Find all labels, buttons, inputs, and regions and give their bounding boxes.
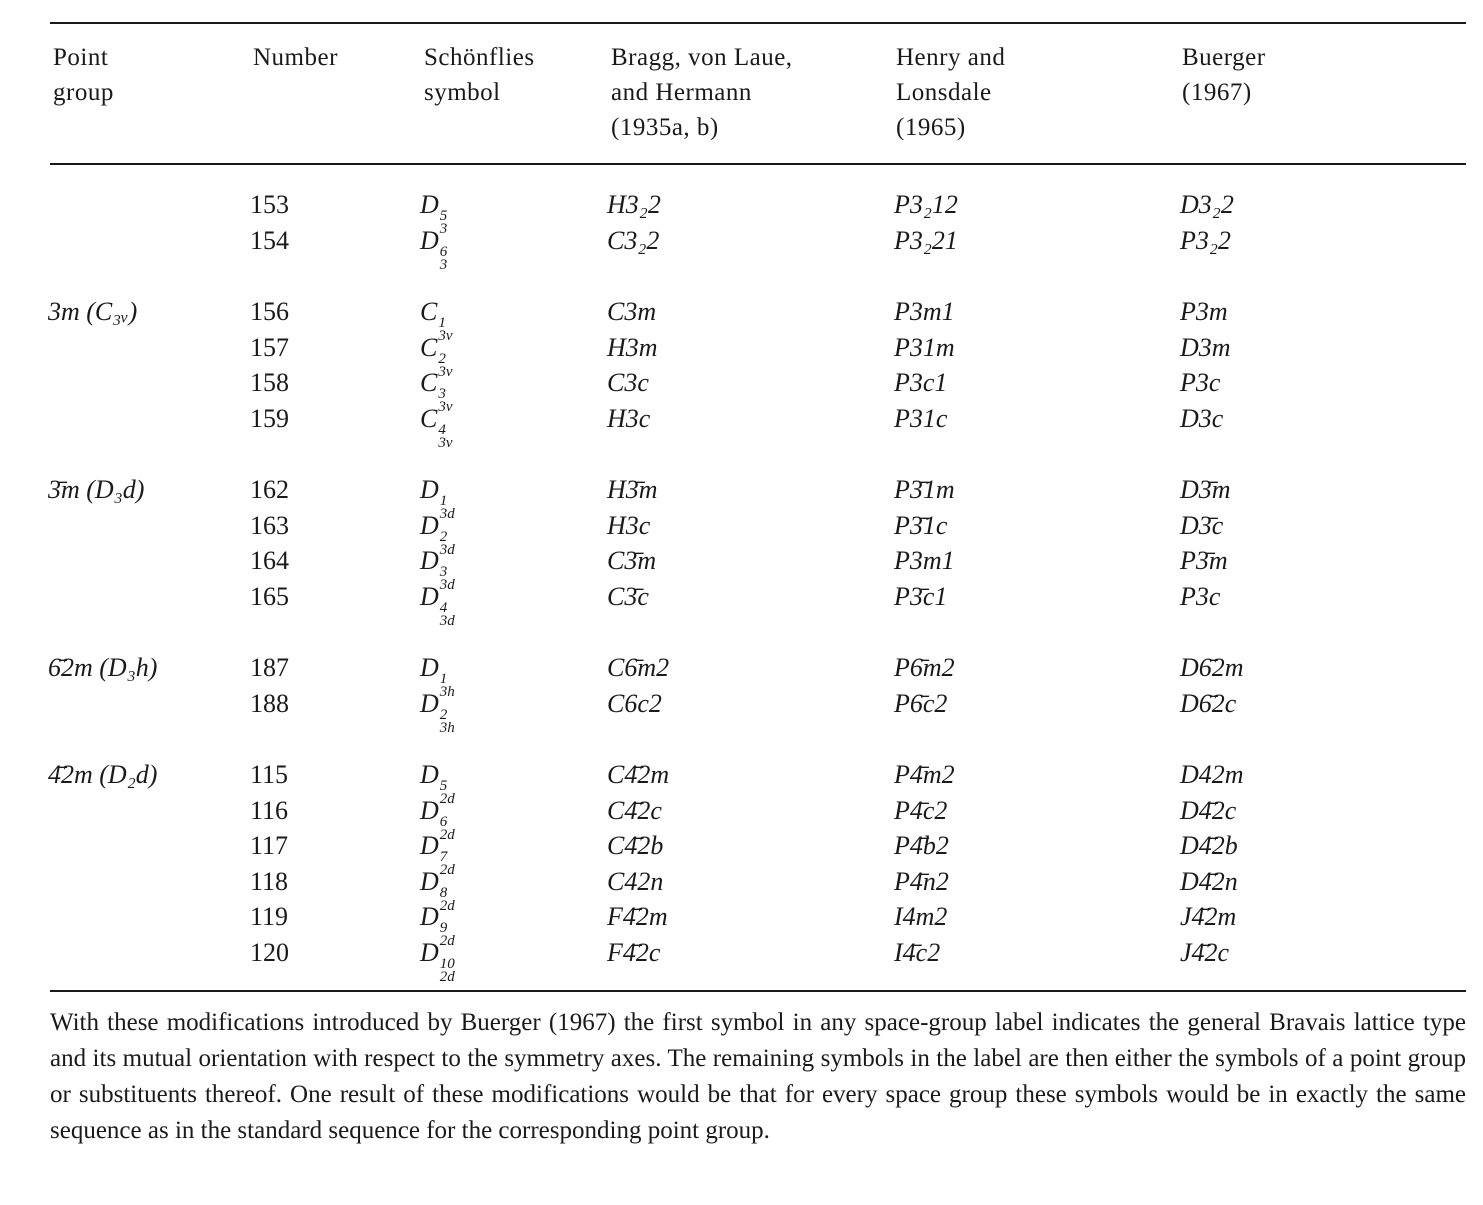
bragg-symbol: C4̄2m	[607, 760, 670, 789]
schoenflies-superscript: 6	[439, 814, 448, 830]
schoenflies-subscript: 2d	[439, 933, 455, 949]
bragg-symbol: H3̄m	[607, 475, 658, 504]
schoenflies-letter: C	[420, 404, 438, 433]
schoenflies-letter: C	[420, 297, 438, 326]
schoenflies-letter: D	[420, 831, 439, 860]
buerger-symbol: D3̄c	[1180, 511, 1224, 540]
header-bragg: Bragg, von Laue, and Hermann (1935a, b)	[611, 44, 793, 141]
space-group-number: 162	[250, 475, 289, 504]
buerger-symbol: P3m	[1180, 297, 1228, 326]
bragg-symbol: C42n	[607, 867, 664, 896]
space-group-number: 158	[250, 368, 289, 397]
schoenflies-superscript: 8	[439, 885, 448, 901]
schoenflies-letter: C	[420, 333, 438, 362]
schoenflies-superscript: 1	[439, 671, 448, 687]
space-group-number: 165	[250, 582, 289, 611]
schoenflies-superscript: 7	[439, 849, 448, 865]
henry-lonsdale-symbol: P3c1	[894, 368, 948, 397]
point-group-label: 3m (C₃ᵥ)	[48, 297, 138, 326]
body-paragraph: With these modifications introduced by Buerger (1967) the first symbol in any space-group label indicates the general Bravais lattice type and its mutual orientation with respect to the symmetry axes. The remaining symbols in the label are then either the symbols of a point group or substituents thereof. One result of these modifications would be that for every space group these symbols would be in exactly the same sequence as in the standard sequence for the corresponding point group.	[50, 1009, 1466, 1144]
henry-lonsdale-symbol: P4̄n2	[894, 867, 949, 896]
space-group-number: 115	[250, 760, 289, 789]
bragg-symbol: C3̄m	[607, 546, 657, 575]
schoenflies-letter: D	[420, 760, 439, 789]
henry-lonsdale-symbol: I4m2	[894, 902, 948, 931]
henry-lonsdale-symbol: P3₂12	[894, 190, 958, 219]
henry-lonsdale-symbol: I4̄c2	[894, 938, 941, 967]
buerger-symbol: D42m	[1180, 760, 1244, 789]
schoenflies-subscript: 2d	[439, 898, 455, 914]
schoenflies-subscript: 3v	[438, 435, 453, 451]
point-group-label: 6̄2m (D₃h)	[48, 653, 158, 682]
space-group-number: 120	[250, 938, 289, 967]
space-group-number: 119	[250, 902, 289, 931]
bragg-symbol: H3₂2	[607, 190, 661, 219]
schoenflies-indices	[440, 958, 455, 984]
space-group-number: 188	[250, 689, 289, 718]
schoenflies-letter: D	[420, 582, 439, 611]
henry-lonsdale-symbol: P6̄c2	[894, 689, 948, 718]
buerger-symbol: D3m	[1180, 333, 1231, 362]
schoenflies-superscript: 2	[439, 529, 448, 545]
schoenflies-letter: D	[420, 938, 439, 967]
henry-lonsdale-symbol: P3̄1c	[894, 511, 948, 540]
bragg-symbol: C3c	[607, 368, 649, 397]
bragg-symbol: C3₂2	[607, 226, 660, 255]
schoenflies-subscript: 2d	[439, 969, 455, 985]
schoenflies-superscript: 3	[439, 564, 448, 580]
schoenflies-indices	[438, 424, 452, 450]
schoenflies-letter: D	[420, 226, 439, 255]
buerger-symbol: D4̄2n	[1180, 867, 1238, 896]
schoenflies-letter: D	[420, 511, 439, 540]
bragg-symbol: C3m	[607, 297, 657, 326]
schoenflies-symbol	[420, 689, 455, 735]
henry-lonsdale-symbol: P31c	[894, 404, 948, 433]
space-group-number: 187	[250, 653, 289, 682]
bragg-symbol: F4̄2c	[607, 938, 661, 967]
schoenflies-superscript: 4	[438, 422, 446, 438]
schoenflies-indices	[440, 709, 455, 735]
space-group-number: 118	[250, 867, 289, 896]
schoenflies-superscript: 3	[438, 386, 446, 402]
space-group-number: 163	[250, 511, 289, 540]
bragg-symbol: C4̄2c	[607, 796, 662, 825]
schoenflies-letter: D	[420, 653, 439, 682]
schoenflies-subscript: 2d	[439, 791, 455, 807]
schoenflies-subscript: 3d	[439, 613, 455, 629]
buerger-symbol: D4̄2c	[1180, 796, 1237, 825]
space-group-number: 156	[250, 297, 289, 326]
bragg-symbol: C4̄2b	[607, 831, 664, 860]
table-bottom-rule	[50, 990, 1466, 992]
schoenflies-superscript: 6	[439, 244, 448, 260]
header-henry: Henry and Lonsdale (1965)	[896, 44, 1006, 141]
schoenflies-symbol	[420, 582, 455, 628]
buerger-symbol: P3₂2	[1180, 226, 1231, 255]
bragg-symbol: H3c	[607, 511, 651, 540]
space-group-number: 159	[250, 404, 289, 433]
buerger-symbol: D4̄2b	[1180, 831, 1238, 860]
schoenflies-letter: D	[420, 546, 439, 575]
schoenflies-indices	[440, 602, 455, 628]
schoenflies-superscript: 10	[439, 956, 455, 972]
header-point-group: Point group	[53, 44, 114, 106]
bragg-symbol: H3m	[607, 333, 658, 362]
schoenflies-superscript: 5	[439, 778, 448, 794]
buerger-symbol: J4̄2m	[1180, 902, 1237, 931]
buerger-symbol: D6̄2m	[1180, 653, 1244, 682]
schoenflies-letter: D	[420, 689, 439, 718]
space-group-number: 157	[250, 333, 289, 362]
space-group-number: 153	[250, 190, 289, 219]
schoenflies-symbol	[420, 938, 455, 984]
bragg-symbol: F4̄2m	[607, 902, 668, 931]
schoenflies-subscript: 3v	[438, 328, 453, 344]
buerger-symbol: D3₂2	[1180, 190, 1234, 219]
buerger-symbol: J4̄2c	[1180, 938, 1230, 967]
space-group-number: 164	[250, 546, 289, 575]
schoenflies-subscript: 3h	[439, 720, 455, 736]
schoenflies-symbol	[420, 226, 447, 272]
buerger-symbol: D6̄2c	[1180, 689, 1237, 718]
point-group-label: 3̄m (D₃d)	[48, 475, 145, 504]
space-group-number: 154	[250, 226, 289, 255]
schoenflies-letter: D	[420, 190, 439, 219]
schoenflies-subscript: 3h	[439, 684, 455, 700]
henry-lonsdale-symbol: P4̄b2	[894, 831, 949, 860]
header-buerger: Buerger (1967)	[1182, 44, 1266, 106]
henry-lonsdale-symbol: P31m	[894, 333, 955, 362]
schoenflies-subscript: 3d	[439, 542, 455, 558]
space-group-number: 116	[250, 796, 289, 825]
bragg-symbol: H3c	[607, 404, 651, 433]
schoenflies-superscript: 5	[439, 208, 448, 224]
henry-lonsdale-symbol: P3m1	[894, 546, 955, 575]
schoenflies-superscript: 1	[438, 315, 446, 331]
table-header-rule	[50, 163, 1466, 165]
henry-lonsdale-symbol: P3̄c1	[894, 582, 948, 611]
schoenflies-superscript: 1	[439, 493, 448, 509]
henry-lonsdale-symbol: P3m1	[894, 297, 955, 326]
henry-lonsdale-symbol: P3̄1m	[894, 475, 955, 504]
bragg-symbol: C6c2	[607, 689, 662, 718]
schoenflies-letter: D	[420, 475, 439, 504]
schoenflies-superscript: 9	[439, 920, 448, 936]
schoenflies-superscript: 2	[439, 707, 448, 723]
header-schoenflies: Schönflies symbol	[424, 44, 535, 106]
schoenflies-superscript: 2	[438, 351, 446, 367]
schoenflies-subscript: 3	[439, 221, 448, 237]
henry-lonsdale-symbol: P6̄m2	[894, 653, 955, 682]
schoenflies-subscript: 2d	[439, 827, 455, 843]
henry-lonsdale-symbol: P4̄c2	[894, 796, 948, 825]
schoenflies-letter: D	[420, 796, 439, 825]
buerger-symbol: P3̄m	[1180, 546, 1228, 575]
schoenflies-subscript: 3	[439, 257, 448, 273]
buerger-symbol: P3c	[1180, 582, 1221, 611]
buerger-symbol: D3̄m	[1180, 475, 1231, 504]
schoenflies-subscript: 3d	[439, 577, 455, 593]
schoenflies-letter: D	[420, 902, 439, 931]
space-group-number: 117	[250, 831, 289, 860]
henry-lonsdale-symbol: P3₂21	[894, 226, 958, 255]
schoenflies-subscript: 3v	[438, 399, 453, 415]
point-group-label: 4̄2m (D₂d)	[48, 760, 158, 789]
buerger-symbol: D3c	[1180, 404, 1224, 433]
schoenflies-letter: D	[420, 867, 439, 896]
bragg-symbol: C3̄c	[607, 582, 649, 611]
schoenflies-subscript: 2d	[439, 862, 455, 878]
schoenflies-subscript: 3d	[439, 506, 455, 522]
buerger-symbol: P3c	[1180, 368, 1221, 397]
header-number: Number	[253, 44, 338, 71]
schoenflies-letter: C	[420, 368, 438, 397]
schoenflies-subscript: 3v	[438, 364, 453, 380]
henry-lonsdale-symbol: P4̄m2	[894, 760, 955, 789]
bragg-symbol: C6̄m2	[607, 653, 670, 682]
table-top-rule	[50, 22, 1466, 24]
schoenflies-superscript: 4	[439, 600, 448, 616]
schoenflies-symbol	[420, 404, 453, 450]
schoenflies-indices	[440, 246, 448, 272]
